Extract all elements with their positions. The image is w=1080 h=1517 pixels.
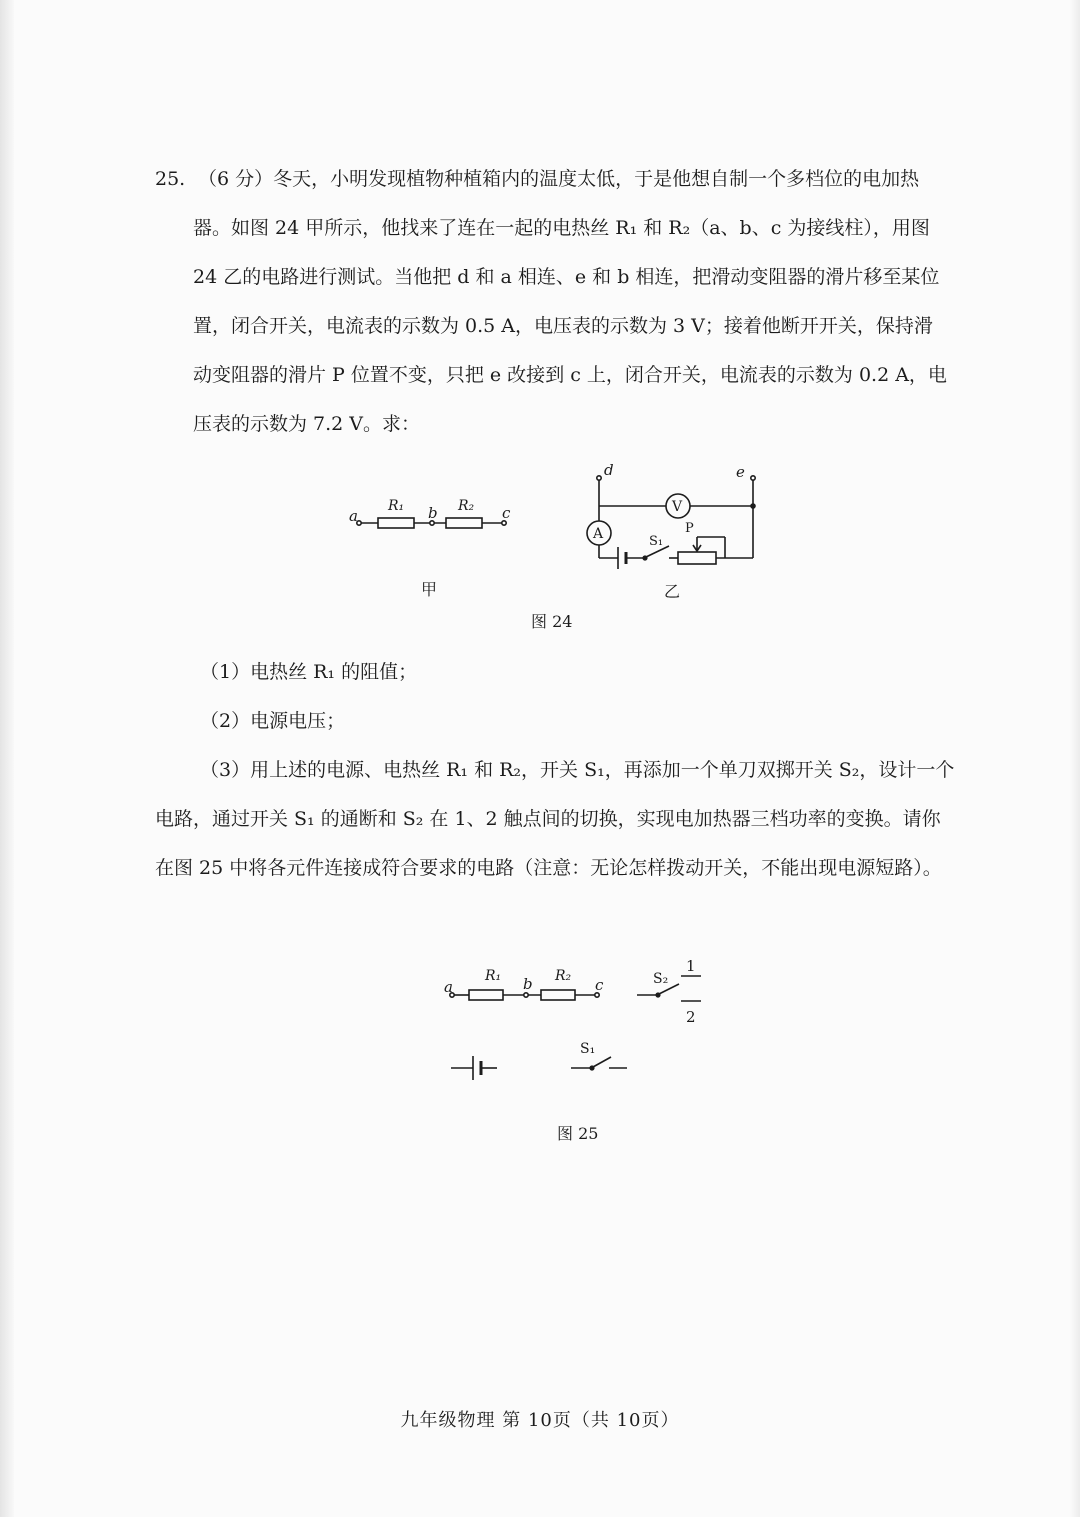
contact-1-label: 1 [686, 957, 696, 975]
question-line-3: 24 乙的电路进行测试。当他把 d 和 a 相连、e 和 b 相连，把滑动变阻器的滑片移至某位 [193, 266, 940, 288]
subquestion-2: （2）电源电压； [200, 710, 346, 732]
figure25-caption: 图 25 [557, 1124, 599, 1143]
question-line-4: 置，闭合开关，电流表的示数为 0.5 A，电压表的示数为 3 V；接着他断开开关，保持滑 [193, 315, 933, 337]
ammeter-label: A [593, 526, 604, 542]
f25-s1-blade [593, 1057, 611, 1067]
slider-p-label: P [685, 521, 694, 536]
question-text: 冬天，小明发现植物种植箱内的温度太低，于是他想自制一个多档位的电加热 [273, 168, 920, 190]
figure24-yi-circuit [575, 460, 775, 580]
figure25-diagram [435, 955, 735, 1085]
s2-label: S₂ [653, 971, 669, 987]
terminal-a-label: a [349, 507, 358, 525]
f25-terminal-b-point [524, 993, 528, 997]
figure24-jia-label: 甲 [421, 580, 438, 599]
question-line-5: 动变阻器的滑片 P 位置不变，只把 e 改接到 c 上，闭合开关，电流表的示数为 0.2 A，电 [193, 364, 947, 386]
figure24-yi-label: 乙 [664, 582, 681, 601]
r2-label: R₂ [458, 498, 475, 514]
contact-2-label: 2 [686, 1008, 696, 1026]
voltmeter-label: V [672, 499, 683, 515]
figure24-caption: 图 24 [531, 612, 573, 631]
terminal-d-label: d [604, 461, 614, 479]
f25-resistor-r2 [541, 990, 575, 1000]
f25-terminal-c-label: c [595, 976, 604, 994]
subquestion-3-line-3: 在图 25 中将各元件连接成符合要求的电路（注意：无论怎样拨动开关，不能出现电源短路）。 [155, 857, 942, 879]
figure24-jia-diagram [340, 490, 530, 550]
question-score: （6 分） [198, 168, 274, 190]
subquestion-1: （1）电热丝 R₁ 的阻值； [200, 661, 418, 683]
rheostat-body [678, 552, 716, 564]
resistor-r2 [446, 518, 482, 528]
switch-s1-label: S₁ [649, 534, 664, 549]
resistor-r1 [378, 518, 414, 528]
subquestion-3-line-2: 电路，通过开关 S₁ 的通断和 S₂ 在 1、2 触点间的切换，实现电加热器三档功率的变换。请你 [155, 808, 941, 830]
question-line-6: 压表的示数为 7.2 V。求： [193, 413, 421, 435]
f25-r1-label: R₁ [485, 968, 502, 984]
question-line-1 [198, 166, 919, 192]
subquestion-3-line-1: （3）用上述的电源、电热丝 R₁ 和 R₂，开关 S₁，再添加一个单刀双掷开关 S₂，设计一个 [200, 759, 955, 781]
f25-terminal-a-label: a [444, 978, 453, 996]
f25-s1-label: S₁ [580, 1041, 596, 1057]
terminal-c-label: c [502, 504, 511, 522]
terminal-e-label: e [736, 463, 745, 481]
question-line-2: 器。如图 24 甲所示，他找来了连在一起的电热丝 R₁ 和 R₂（a、b、c 为接线柱），用图 [193, 217, 930, 239]
page-edge-shadow [0, 0, 14, 1517]
r1-label: R₁ [388, 498, 405, 514]
page-edge-shadow [1070, 0, 1080, 1517]
terminal-e-point [751, 476, 755, 480]
f25-r2-label: R₂ [555, 968, 572, 984]
question-number: 25. [155, 168, 186, 190]
terminal-d-point [597, 476, 601, 480]
f25-resistor-r1 [469, 990, 503, 1000]
terminal-b-label: b [428, 504, 438, 522]
f25-terminal-b-label: b [523, 975, 533, 993]
page-footer: 九年级物理 第 10页（共 10页） [400, 1410, 680, 1431]
